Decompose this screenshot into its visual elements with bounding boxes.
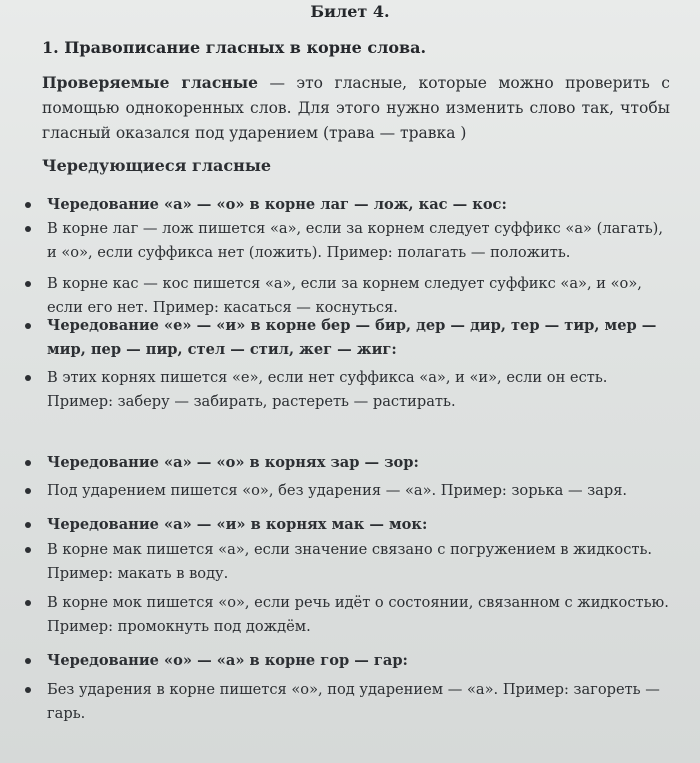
- list-item: Чередование «е» — «и» в корне бер — бир, дер — дир, тер — тир, мер — мир, пер — пир, стел — стил, жег — жиг:: [47, 314, 677, 362]
- section-heading: 1. Правописание гласных в корне слова.: [42, 38, 427, 57]
- list-item: Под ударением пишется «о», без ударения — «а». Пример: зорька — заря.: [47, 479, 677, 503]
- list-item: Без ударения в корне пишется «о», под ударением — «а». Пример: загореть — гарь.: [47, 678, 677, 726]
- list-item: В корне лаг — лож пишется «а», если за корнем следует суффикс «а» (лагать), и «о», если суффикса нет (ложить). Пример: полагать — положить.: [47, 217, 677, 265]
- list-item: В корне кас — кос пишется «а», если за корнем следует суффикс «а», и «о», если его нет. Пример: касаться — коснуться.: [47, 272, 677, 320]
- list-item: В корне мак пишется «а», если значение связано с погружением в жидкость. Пример: макать в воду.: [47, 538, 677, 586]
- list-item: Чередование «а» — «о» в корнях зар — зор:: [47, 451, 677, 475]
- subheading: Чередующиеся гласные: [42, 156, 272, 175]
- list-item: В корне мок пишется «о», если речь идёт о состоянии, связанном с жидкостью. Пример: промокнуть под дождём.: [47, 591, 677, 639]
- list-item: Чередование «а» — «о» в корне лаг — лож, кас — кос:: [47, 193, 677, 217]
- list-item: Чередование «о» — «а» в корне гор — гар:: [47, 649, 677, 673]
- definition-term: Проверяемые гласные: [42, 73, 259, 92]
- definition-paragraph: [42, 70, 670, 146]
- list-item: Чередование «а» — «и» в корнях мак — мок:: [47, 513, 677, 537]
- ticket-title: Билет 4.: [310, 2, 390, 21]
- definition-text: — это гласные, которые можно проверить с помощью однокоренных слов. Для этого нужно изменить слово так, чтобы гласный оказался под ударением (трава — травка ): [42, 74, 670, 142]
- list-item: В этих корнях пишется «е», если нет суффикса «а», и «и», если он есть. Пример: заберу — забирать, растереть — растирать.: [47, 366, 677, 414]
